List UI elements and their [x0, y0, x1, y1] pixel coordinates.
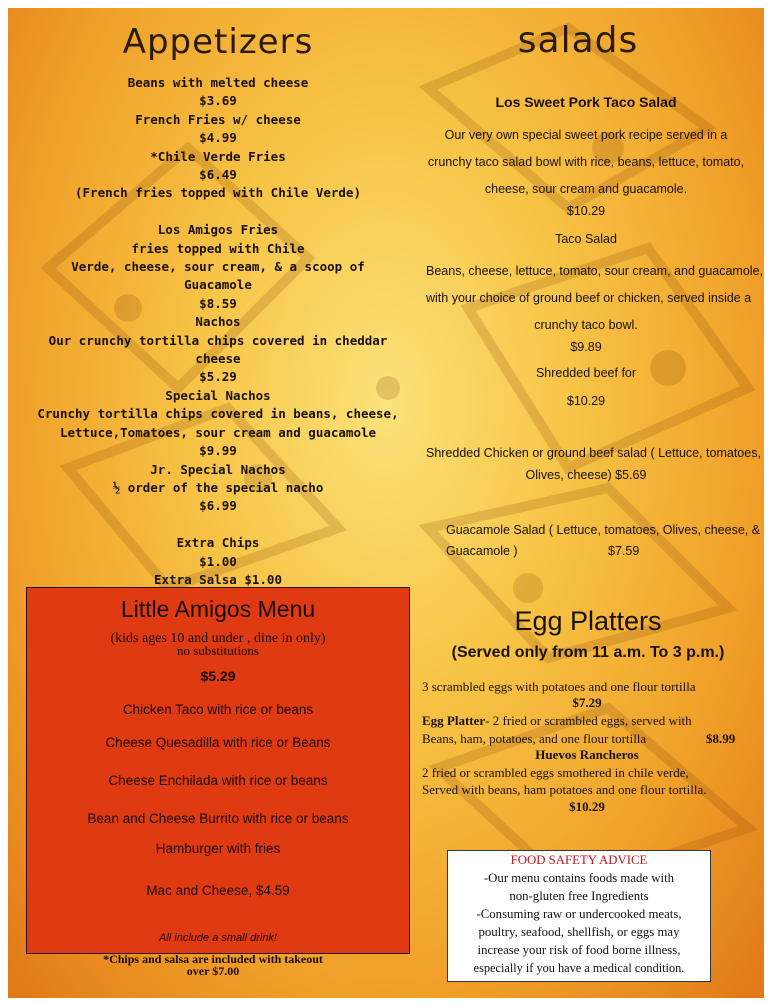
- egg-item-line: Served with beans, ham potatoes and one flour tortilla.: [422, 782, 707, 797]
- kids-menu-item: Hamburger with fries: [155, 841, 281, 856]
- salad-item-price: $7.59: [608, 544, 640, 558]
- appetizer-line: $6.49: [199, 167, 237, 183]
- appetizer-line: Crunchy tortilla chips covered in beans, cheese,: [37, 406, 399, 422]
- kids-menu-item: Mac and Cheese, $4.59: [146, 883, 290, 898]
- appetizer-line: $4.99: [199, 130, 237, 146]
- salad-desc-line: cheese, sour cream and guacamole.: [484, 182, 688, 196]
- kids-drink-note: All include a small drink!: [159, 932, 277, 944]
- egg-item-price: $8.99: [706, 731, 736, 746]
- kids-menu-item: Cheese Enchilada with rice or beans: [108, 773, 328, 788]
- kids-menu-title: Little Amigos Menu: [120, 596, 316, 622]
- appetizer-line: $9.99: [199, 443, 237, 459]
- appetizer-line: Jr. Special Nachos: [150, 461, 286, 477]
- appetizer-line: $5.29: [199, 369, 237, 385]
- kids-menu-subtitle: no substitutions: [177, 643, 259, 658]
- egg-item-price: $7.29: [572, 695, 602, 710]
- takeout-note-line: *Chips and salsa are included with takeout: [103, 952, 323, 966]
- food-safety-line: -Our menu contains foods made with: [483, 871, 675, 885]
- salad-item-line: Olives, cheese) $5.69: [525, 468, 647, 482]
- appetizer-line: Extra Chips: [176, 535, 260, 551]
- menu-page: [8, 8, 764, 998]
- appetizer-line: French Fries w/ cheese: [135, 111, 301, 127]
- appetizer-line: fries topped with Chile: [131, 240, 305, 256]
- egg-platter-name: Egg Platter: [422, 713, 486, 728]
- salads-title: salads: [517, 20, 639, 61]
- food-safety-box: [447, 850, 711, 982]
- appetizer-line: $1.00: [199, 553, 237, 569]
- kids-menu-price: $5.29: [200, 668, 236, 684]
- appetizer-line: Los Amigos Fries: [157, 222, 279, 238]
- appetizer-line: $3.69: [199, 93, 237, 109]
- appetizer-line: Verde, cheese, sour cream, & a scoop of: [71, 259, 365, 275]
- appetizer-line: cheese: [195, 351, 241, 367]
- egg-item-price: $10.29: [569, 799, 605, 814]
- appetizers-list: [28, 74, 408, 589]
- kids-menu-item: Cheese Quesadilla with rice or Beans: [105, 735, 331, 750]
- appetizer-line: Special Nachos: [165, 387, 271, 403]
- salad-item-line: Guacamole ): [446, 544, 518, 558]
- appetizer-line: Nachos: [195, 314, 241, 330]
- appetizer-line: Beans with melted cheese: [127, 75, 309, 90]
- salad-item-description: [426, 258, 763, 339]
- food-safety-line: poultry, seafood, shellfish, or eggs may: [478, 925, 680, 939]
- kids-menu-subtitle: (kids ages 10 and under , dine in only): [110, 631, 326, 646]
- appetizer-spacer: [28, 203, 408, 221]
- egg-platters-subtitle: (Served only from 11 a.m. To 3 p.m.): [451, 644, 725, 661]
- food-safety-line: non-gluten free Ingredients: [509, 889, 649, 903]
- food-safety-line: -Consuming raw or undercooked meats,: [476, 907, 682, 921]
- salad-desc-line: Beans, cheese, lettuce, tomato, sour cream, and guacamole,: [426, 264, 763, 278]
- salad-item-description: [426, 122, 746, 203]
- salad-desc-line: with your choice of ground beef or chicken, served inside a: [426, 291, 752, 305]
- salad-item-line: Guacamole Salad ( Lettuce, tomatoes, Olives, cheese, &: [446, 523, 761, 537]
- appetizer-line: $6.99: [199, 498, 237, 514]
- appetizer-line: ½ order of the special nacho: [112, 479, 324, 495]
- food-safety-title: FOOD SAFETY ADVICE: [510, 853, 648, 867]
- appetizer-line: Lettuce,Tomatoes, sour cream and guacamole: [59, 424, 377, 440]
- egg-item-line: [422, 713, 692, 729]
- appetizer-line: Guacamole: [184, 277, 252, 293]
- appetizer-line: (French fries topped with Chile Verde): [75, 185, 361, 201]
- appetizer-line: *Chile Verde Fries: [150, 148, 286, 164]
- takeout-note-line: over $7.00: [186, 964, 240, 978]
- kids-menu-item: Chicken Taco with rice or beans: [122, 702, 314, 717]
- egg-item-name: Huevos Rancheros: [535, 747, 639, 762]
- appetizer-spacer: [28, 516, 408, 534]
- kids-menu-item: Bean and Cheese Burrito with rice or beans: [87, 811, 349, 826]
- salad-item-name: Taco Salad: [555, 232, 617, 246]
- appetizer-line: $8.59: [199, 295, 237, 311]
- food-safety-line: increase your risk of food borne illness,: [477, 943, 681, 957]
- salad-item-price: $10.29: [566, 394, 606, 408]
- salad-item-name: Shredded beef for: [535, 366, 637, 380]
- salad-desc-line: crunchy taco bowl.: [534, 318, 638, 332]
- egg-platter-desc: - 2 fried or scrambled eggs, served with: [485, 713, 692, 728]
- salad-desc-line: crunchy taco salad bowl with rice, beans, lettuce, tomato,: [427, 155, 745, 169]
- appetizer-line: Our crunchy tortilla chips covered in cheddar: [48, 332, 388, 348]
- egg-platters-title: Egg Platters: [514, 606, 662, 636]
- salad-item-line: Shredded Chicken or ground beef salad ( Lettuce, tomatoes,: [426, 446, 761, 460]
- salad-desc-line: Our very own special sweet pork recipe served in a: [444, 128, 728, 142]
- salad-item-name: Los Sweet Pork Taco Salad: [495, 94, 677, 110]
- appetizer-line: Extra Salsa $1.00: [154, 571, 282, 587]
- food-safety-line: especially if you have a medical condition.: [473, 961, 685, 975]
- appetizers-title: Appetizers: [122, 22, 314, 62]
- egg-item-line: 3 scrambled eggs with potatoes and one flour tortilla: [422, 679, 696, 694]
- egg-item-line: 2 fried or scrambled eggs smothered in chile verde,: [422, 765, 689, 780]
- salad-item-price: $10.29: [566, 204, 606, 218]
- egg-item-line: Beans, ham, potatoes, and one flour tortilla: [422, 731, 647, 746]
- kids-menu-box: [26, 587, 410, 954]
- takeout-note: [48, 953, 378, 977]
- salad-item-price: $9.89: [570, 340, 602, 354]
